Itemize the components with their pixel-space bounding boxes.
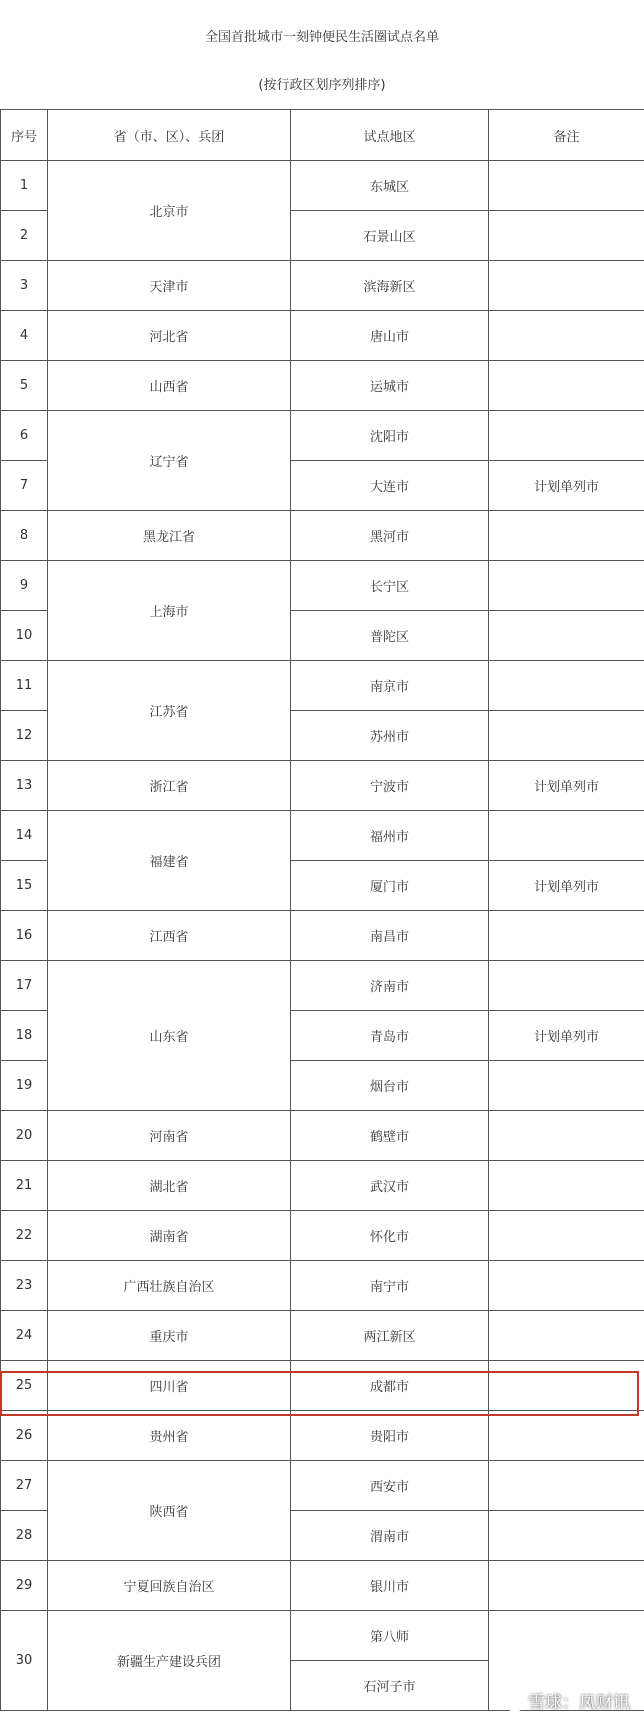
note-cell (489, 1461, 644, 1511)
area-cell: 鹤壁市 (291, 1111, 489, 1161)
note-cell (489, 611, 644, 661)
province-cell: 江苏省 (48, 661, 291, 761)
row-no: 25 (1, 1361, 48, 1411)
note-cell (489, 1561, 644, 1611)
table-row (1, 411, 644, 461)
province-cell: 重庆市 (48, 1311, 291, 1361)
area-cell: 西安市 (291, 1461, 489, 1511)
row-no: 4 (1, 311, 48, 361)
note-cell (489, 211, 644, 261)
row-no: 8 (1, 511, 48, 561)
table-row (1, 361, 644, 411)
row-no: 2 (1, 211, 48, 261)
row-no: 27 (1, 1461, 48, 1511)
area-cell: 福州市 (291, 811, 489, 861)
table-row (1, 1611, 644, 1661)
table-row (1, 1561, 644, 1611)
province-cell: 福建省 (48, 811, 291, 911)
row-no: 14 (1, 811, 48, 861)
row-no: 28 (1, 1511, 48, 1561)
watermark-text: 雪球：凤财讯 (528, 1693, 630, 1713)
row-no: 9 (1, 561, 48, 611)
note-cell: 计划单列市 (489, 1011, 644, 1061)
area-cell: 南京市 (291, 661, 489, 711)
province-cell: 山西省 (48, 361, 291, 411)
table-row (1, 1311, 644, 1361)
note-cell (489, 1411, 644, 1461)
note-cell (489, 661, 644, 711)
note-cell (489, 1111, 644, 1161)
note-cell (489, 511, 644, 561)
row-no: 30 (1, 1611, 48, 1711)
note-cell (489, 811, 644, 861)
note-cell: 计划单列市 (489, 761, 644, 811)
province-cell: 湖南省 (48, 1211, 291, 1261)
table-row (1, 1111, 644, 1161)
province-cell: 黑龙江省 (48, 511, 291, 561)
province-cell: 四川省 (48, 1361, 291, 1411)
column-header-area: 试点地区 (291, 110, 489, 161)
note-cell (489, 961, 644, 1011)
area-cell: 滨海新区 (291, 261, 489, 311)
table-row (1, 1211, 644, 1261)
area-cell: 银川市 (291, 1561, 489, 1611)
area-cell: 渭南市 (291, 1511, 489, 1561)
row-no: 7 (1, 461, 48, 511)
note-cell (489, 561, 644, 611)
province-cell: 上海市 (48, 561, 291, 661)
column-header-province: 省（市、区）、兵团 (48, 110, 291, 161)
column-header-no: 序号 (1, 110, 48, 161)
row-no: 23 (1, 1261, 48, 1311)
province-cell: 贵州省 (48, 1411, 291, 1461)
note-cell: 计划单列市 (489, 461, 644, 511)
table-row (1, 1161, 644, 1211)
area-cell: 南昌市 (291, 911, 489, 961)
area-cell: 大连市 (291, 461, 489, 511)
province-cell: 浙江省 (48, 761, 291, 811)
area-cell: 长宁区 (291, 561, 489, 611)
area-cell: 烟台市 (291, 1061, 489, 1111)
province-cell: 宁夏回族自治区 (48, 1561, 291, 1611)
area-cell: 青岛市 (291, 1011, 489, 1061)
note-cell (489, 911, 644, 961)
table-row (1, 761, 644, 811)
area-cell: 武汉市 (291, 1161, 489, 1211)
row-no: 6 (1, 411, 48, 461)
note-cell: 计划单列市 (489, 861, 644, 911)
table-row (1, 1261, 644, 1311)
row-no: 13 (1, 761, 48, 811)
area-cell: 两江新区 (291, 1311, 489, 1361)
note-cell (489, 1211, 644, 1261)
table-row (1, 661, 644, 711)
table-row (1, 1461, 644, 1511)
watermark (506, 1688, 630, 1713)
row-no: 3 (1, 261, 48, 311)
area-cell: 厦门市 (291, 861, 489, 911)
snowball-logo-icon (506, 1694, 524, 1712)
row-no: 17 (1, 961, 48, 1011)
province-cell: 新疆生产建设兵团 (48, 1611, 291, 1711)
note-cell (489, 1511, 644, 1561)
note-cell (489, 361, 644, 411)
area-cell: 南宁市 (291, 1261, 489, 1311)
area-cell: 唐山市 (291, 311, 489, 361)
note-cell (489, 1261, 644, 1311)
row-no: 5 (1, 361, 48, 411)
area-cell: 运城市 (291, 361, 489, 411)
area-cell: 成都市 (291, 1361, 489, 1411)
province-cell: 山东省 (48, 961, 291, 1111)
table-row (1, 261, 644, 311)
province-cell: 河南省 (48, 1111, 291, 1161)
table-row (1, 161, 644, 211)
area-cell: 石景山区 (291, 211, 489, 261)
note-cell (489, 711, 644, 761)
row-no: 15 (1, 861, 48, 911)
province-cell: 辽宁省 (48, 411, 291, 511)
row-no: 11 (1, 661, 48, 711)
table-row (1, 511, 644, 561)
table-row (1, 961, 644, 1011)
table-row (1, 561, 644, 611)
table-row (1, 311, 644, 361)
area-cell: 宁波市 (291, 761, 489, 811)
province-cell: 陕西省 (48, 1461, 291, 1561)
note-cell (489, 411, 644, 461)
note-cell (489, 1061, 644, 1111)
province-cell: 广西壮族自治区 (48, 1261, 291, 1311)
table-row (1, 911, 644, 961)
table-row (1, 1411, 644, 1461)
table-header-row (1, 110, 644, 161)
note-cell (489, 1361, 644, 1411)
row-no: 24 (1, 1311, 48, 1361)
pilot-list-table (0, 109, 644, 1711)
note-cell (489, 311, 644, 361)
area-cell: 石河子市 (291, 1661, 489, 1711)
province-cell: 天津市 (48, 261, 291, 311)
note-cell (489, 261, 644, 311)
row-no: 22 (1, 1211, 48, 1261)
row-no: 21 (1, 1161, 48, 1211)
province-cell: 河北省 (48, 311, 291, 361)
table-row (1, 811, 644, 861)
province-cell: 北京市 (48, 161, 291, 261)
row-no: 12 (1, 711, 48, 761)
row-no: 19 (1, 1061, 48, 1111)
note-cell (489, 161, 644, 211)
row-no: 10 (1, 611, 48, 661)
table-row-highlighted (1, 1361, 644, 1411)
area-cell: 东城区 (291, 161, 489, 211)
area-cell: 济南市 (291, 961, 489, 1011)
row-no: 1 (1, 161, 48, 211)
row-no: 26 (1, 1411, 48, 1461)
row-no: 16 (1, 911, 48, 961)
area-cell: 黑河市 (291, 511, 489, 561)
province-cell: 江西省 (48, 911, 291, 961)
row-no: 29 (1, 1561, 48, 1611)
area-cell: 第八师 (291, 1611, 489, 1661)
area-cell: 怀化市 (291, 1211, 489, 1261)
area-cell: 普陀区 (291, 611, 489, 661)
note-cell (489, 1311, 644, 1361)
area-cell: 苏州市 (291, 711, 489, 761)
area-cell: 贵阳市 (291, 1411, 489, 1461)
note-cell (489, 1161, 644, 1211)
column-header-note: 备注 (489, 110, 644, 161)
province-cell: 湖北省 (48, 1161, 291, 1211)
row-no: 18 (1, 1011, 48, 1061)
row-no: 20 (1, 1111, 48, 1161)
page-title: 全国首批城市一刻钟便民生活圈试点名单 (204, 30, 439, 45)
page-subtitle: (按行政区划序列排序) (258, 78, 386, 93)
area-cell: 沈阳市 (291, 411, 489, 461)
